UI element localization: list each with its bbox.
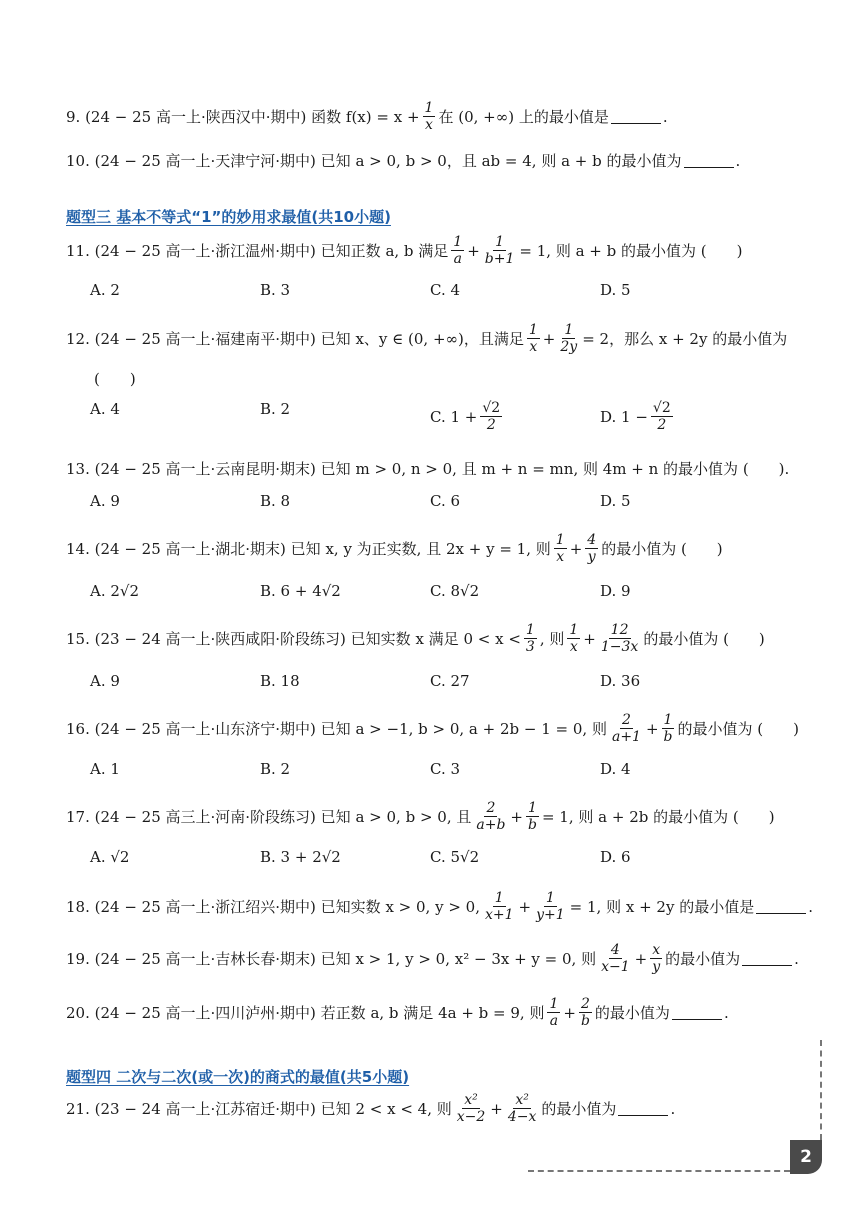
page-number: 2 (790, 1140, 822, 1174)
question-16: 16. (24 − 25 高一上·山东济宁·期中) 已知 a > −1, b > 0, a + 2b − 1 = 0, 则 $\frac{2}{a+1}$ + $\frac{1}{b}$ 的最小值为 ( ) (66, 712, 799, 746)
option-c[interactable]: C. 4 (430, 281, 461, 299)
answer-blank[interactable] (756, 899, 806, 914)
option-d[interactable]: D. 36 (600, 672, 641, 690)
answer-blank[interactable] (742, 951, 792, 966)
option-a[interactable]: A. 2 (90, 281, 120, 299)
question-13: 13. (24 − 25 高一上·云南昆明·期末) 已知 m > 0, n > 0, 且 m + n = mn, 则 4m + n 的最小值为 ( ). (66, 460, 790, 478)
question-10: 10. (24 − 25 高一上·天津宁河·期中) 已知 a > 0, b > 0，且 ab = 4, 则 a + b 的最小值为 . (66, 151, 741, 170)
option-b[interactable]: B. 18 (260, 672, 300, 690)
option-a[interactable]: A. 2√2 (90, 582, 140, 600)
option-d[interactable]: D. 4 (600, 760, 631, 778)
option-b[interactable]: B. 6 + 4√2 (260, 582, 341, 600)
option-a[interactable]: A. 4 (90, 400, 120, 418)
option-d[interactable]: D. 6 (600, 848, 631, 866)
question-20: 20. (24 − 25 高一上·四川泸州·期中) 若正数 a, b 满足 4a + b = 9, 则 $\frac{1}{a}$ + $\frac{2}{b}$ 的最小值为 . (66, 996, 729, 1030)
option-d[interactable]: D. 5 (600, 281, 631, 299)
option-b[interactable]: B. 2 (260, 760, 291, 778)
question-12: 12. (24 − 25 高一上·福建南平·期中) 已知 x、y ∈ (0, +∞)，且满足 $\frac{1}{x}$ + $\frac{1}{2y}$ = 2，那么 x + 2y 的最小值为 (66, 322, 788, 356)
fraction: $\frac{1}{x}$ (424, 100, 434, 134)
answer-blank[interactable] (611, 109, 661, 124)
option-a[interactable]: A. √2 (90, 848, 130, 866)
question-19: 19. (24 − 25 高一上·吉林长春·期末) 已知 x > 1, y > 0, x² − 3x + y = 0, 则 $\frac{4}{x-1}$ + $\frac{x}{y}$ 的最小值为 . (66, 942, 799, 976)
question-9: 9. (24 − 25 高一上·陕西汉中·期中) 函数 f(x) = x + $\frac{1}{x}$ 在 (0, +∞) 上的最小值是 . (66, 100, 668, 134)
section-title-4: 题型四 二次与二次(或一次)的商式的最值(共5小题) (66, 1068, 410, 1086)
section-title-3: 题型三 基本不等式“1”的妙用求最值(共10小题) (66, 208, 391, 226)
question-21: 21. (23 − 24 高一上·江苏宿迁·期中) 已知 2 < x < 4, 则 $\frac{\text{x²}}{x-2}$ + $\frac{\text{x²}}{4-x}$ 的最小值为 . (66, 1092, 676, 1126)
option-c[interactable]: C. 3 (430, 760, 461, 778)
option-d[interactable]: D. 1 − $\frac{√2}{2}$ (600, 400, 671, 434)
answer-paren: ( ) (94, 370, 136, 388)
page-bottom-dashed-line (528, 1170, 790, 1172)
question-17: 17. (24 − 25 高三上·河南·阶段练习) 已知 a > 0, b > 0, 且 $\frac{2}{a+b}$ + $\frac{1}{b}$ = 1, 则 a + 2b 的最小值为 ( ) (66, 800, 775, 834)
question-14: 14. (24 − 25 高一上·湖北·期末) 已知 x, y 为正实数, 且 2x + y = 1, 则 $\frac{1}{x}$ + $\frac{4}{y}$ 的最小值为 ( ) (66, 532, 723, 566)
option-c[interactable]: C. 5√2 (430, 848, 480, 866)
option-b[interactable]: B. 3 + 2√2 (260, 848, 341, 866)
answer-blank[interactable] (672, 1005, 722, 1020)
option-b[interactable]: B. 2 (260, 400, 291, 418)
option-c[interactable]: C. 8√2 (430, 582, 480, 600)
option-c[interactable]: C. 6 (430, 492, 461, 510)
option-b[interactable]: B. 8 (260, 492, 291, 510)
question-11: 11. (24 − 25 高一上·浙江温州·期中) 已知正数 a, b 满足 $\frac{1}{a}$ + $\frac{1}{b+1}$ = 1, 则 a + b 的最小值为 ( ) (66, 234, 743, 268)
option-d[interactable]: D. 9 (600, 582, 631, 600)
question-15: 15. (23 − 24 高一上·陕西咸阳·阶段练习) 已知实数 x 满足 0 < x < $\frac{1}{3}$ , 则 $\frac{1}{x}$ + $\frac{12}{1-3x}$ 的最小值为 ( ) (66, 622, 765, 656)
answer-blank[interactable] (618, 1101, 668, 1116)
option-d[interactable]: D. 5 (600, 492, 631, 510)
option-b[interactable]: B. 3 (260, 281, 291, 299)
option-a[interactable]: A. 9 (90, 672, 120, 690)
option-c[interactable]: C. 1 + $\frac{√2}{2}$ (430, 400, 501, 434)
question-18: 18. (24 − 25 高一上·浙江绍兴·期中) 已知实数 x > 0, y > 0, $\frac{1}{x+1}$ + $\frac{1}{y+1}$ = 1, 则 x + 2y 的最小值是 . (66, 890, 813, 924)
option-c[interactable]: C. 27 (430, 672, 470, 690)
page-edge-dashed-line (820, 1040, 822, 1140)
option-a[interactable]: A. 1 (90, 760, 120, 778)
answer-blank[interactable] (684, 153, 734, 168)
option-a[interactable]: A. 9 (90, 492, 120, 510)
